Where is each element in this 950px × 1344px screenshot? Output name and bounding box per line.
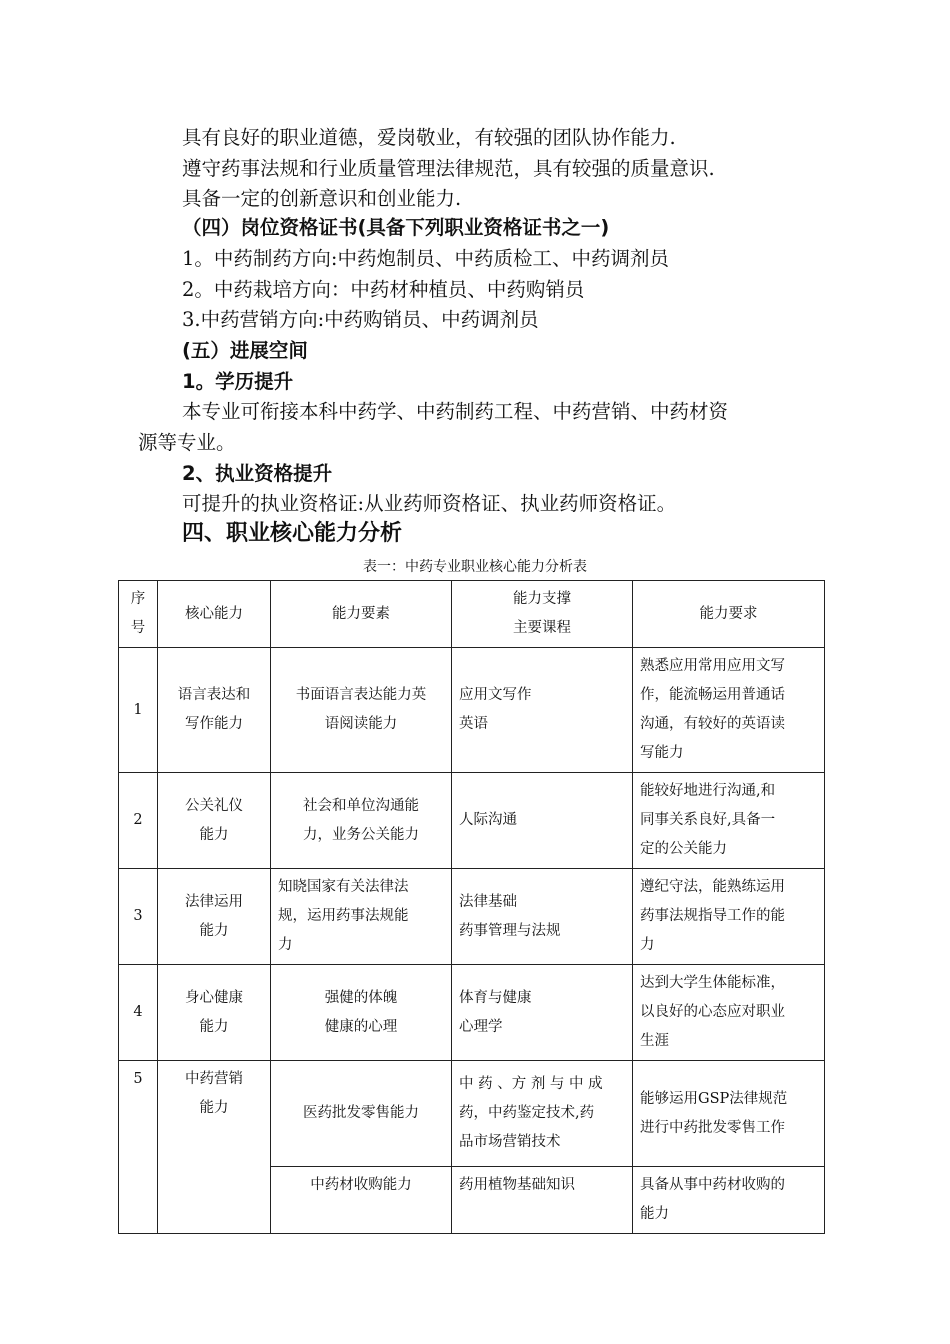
requirements-cell: 能较好地进行沟通,和 同事关系良好,具备一 定的公关能力 xyxy=(633,773,825,869)
core-ability-cell: 语言表达和 写作能力 xyxy=(158,648,271,773)
paragraph-education-2: 源等专业。 xyxy=(138,431,236,454)
table-row xyxy=(119,965,825,1061)
courses-cell: 中 药 、方 剂 与 中 成 药，中药鉴定技术,药 品市场营销技术 xyxy=(452,1061,633,1167)
table-header-row xyxy=(119,581,825,648)
row-number: 3 xyxy=(119,869,158,965)
header-requirements: 能力要求 xyxy=(633,581,825,648)
table-row xyxy=(119,648,825,773)
core-ability-cell: 身心健康 能力 xyxy=(158,965,271,1061)
subheading-education: 1。学历提升 xyxy=(182,370,294,393)
certificate-item-1: 1。中药制药方向:中药炮制员、中药质检工、中药调剂员 xyxy=(182,247,669,270)
core-ability-table xyxy=(118,580,825,1234)
row-number: 4 xyxy=(119,965,158,1061)
table-row xyxy=(119,1061,825,1167)
courses-cell: 药用植物基础知识 xyxy=(452,1167,633,1234)
table-row xyxy=(119,869,825,965)
requirements-cell: 能够运用GSP法律规范 进行中药批发零售工作 xyxy=(633,1061,825,1167)
core-ability-cell: 法律运用 能力 xyxy=(158,869,271,965)
elements-cell: 社会和单位沟通能 力，业务公关能力 xyxy=(271,773,452,869)
header-number: 序 号 xyxy=(119,581,158,648)
table-row xyxy=(119,773,825,869)
paragraph-ethics: 具有良好的职业道德，爱岗敬业，有较强的团队协作能力. xyxy=(182,126,676,149)
elements-cell: 知晓国家有关法律法 规，运用药事法规能 力 xyxy=(271,869,452,965)
paragraph-qualification: 可提升的执业资格证:从业药师资格证、执业药师资格证。 xyxy=(182,492,677,515)
courses-cell: 体育与健康 心理学 xyxy=(452,965,633,1061)
courses-cell: 法律基础 药事管理与法规 xyxy=(452,869,633,965)
header-courses: 能力支撑 主要课程 xyxy=(452,581,633,648)
core-ability-cell: 中药营销 能力 xyxy=(158,1061,271,1234)
core-ability-cell: 公关礼仪 能力 xyxy=(158,773,271,869)
courses-cell: 应用文写作 英语 xyxy=(452,648,633,773)
elements-cell: 强健的体魄 健康的心理 xyxy=(271,965,452,1061)
row-number: 5 xyxy=(119,1061,158,1234)
certificate-item-2: 2。中药栽培方向：中药材种植员、中药购销员 xyxy=(182,278,585,301)
header-elements: 能力要素 xyxy=(271,581,452,648)
subheading-qualification: 2、执业资格提升 xyxy=(182,462,333,485)
elements-cell: 书面语言表达能力英 语阅读能力 xyxy=(271,648,452,773)
heading-certificates: （四）岗位资格证书(具备下列职业资格证书之一) xyxy=(182,216,610,239)
certificate-item-3: 3.中药营销方向:中药购销员、中药调剂员 xyxy=(182,308,539,331)
paragraph-innovation: 具备一定的创新意识和创业能力. xyxy=(182,187,462,210)
requirements-cell: 具备从事中药材收购的 能力 xyxy=(633,1167,825,1234)
paragraph-education-1: 本专业可衔接本科中药学、中药制药工程、中药营销、中药材资 xyxy=(182,400,729,423)
row-number: 1 xyxy=(119,648,158,773)
requirements-cell: 熟悉应用常用应用文写 作，能流畅运用普通话 沟通，有较好的英语读 写能力 xyxy=(633,648,825,773)
heading-development: (五）进展空间 xyxy=(182,339,308,362)
section-title: 四、职业核心能力分析 xyxy=(182,521,403,546)
requirements-cell: 达到大学生体能标准， 以良好的心态应对职业 生涯 xyxy=(633,965,825,1061)
requirements-cell: 遵纪守法，能熟练运用 药事法规指导工作的能 力 xyxy=(633,869,825,965)
courses-cell: 人际沟通 xyxy=(452,773,633,869)
paragraph-regulations: 遵守药事法规和行业质量管理法律规范，具有较强的质量意识. xyxy=(182,157,715,180)
elements-cell: 医药批发零售能力 xyxy=(271,1061,452,1167)
table-caption: 表一：中药专业职业核心能力分析表 xyxy=(363,559,587,575)
header-core-ability: 核心能力 xyxy=(158,581,271,648)
row-number: 2 xyxy=(119,773,158,869)
elements-cell: 中药材收购能力 xyxy=(271,1167,452,1234)
